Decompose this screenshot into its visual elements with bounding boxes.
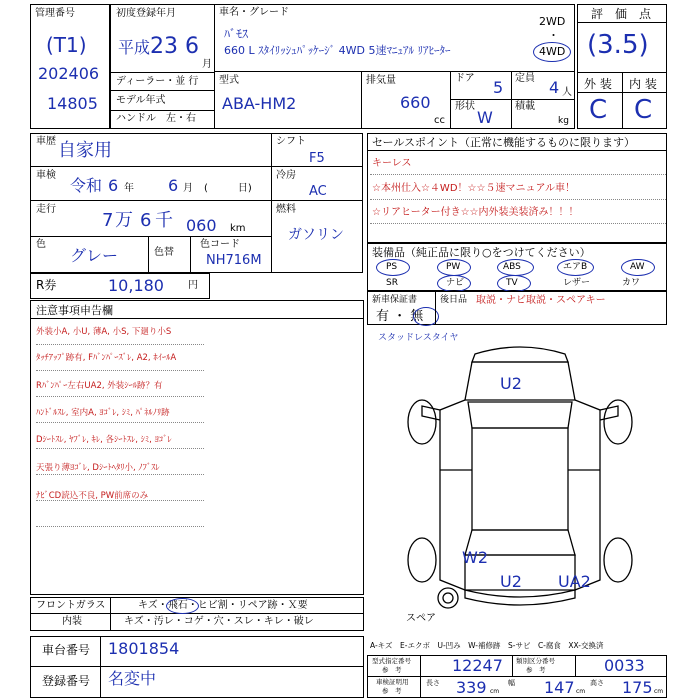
car-name: ﾊﾞﾓｽ (224, 27, 249, 41)
ext-label: 外 装 (584, 77, 612, 91)
note-line-2: ﾀｯﾁｱｯﾌﾟ跡有, Fﾊﾞﾝﾊﾟｰｽﾞﾚ, A2, ﾎｲｰﾙA (36, 353, 177, 363)
class-num-value: 0033 (604, 656, 645, 675)
mileage-label: 走行 (36, 204, 56, 215)
wid-unit: cm (576, 688, 586, 695)
type-num-label: 型式指定番号 (372, 657, 411, 665)
load-label: 積載 (515, 101, 535, 112)
type-label: 型式 (219, 75, 239, 86)
mark-left-rear: W2 (462, 548, 488, 567)
insp-year: 6 (108, 176, 119, 195)
equip-airb-circle (557, 259, 594, 276)
reg-value: 名変中 (108, 669, 157, 688)
equip-ps-circle (376, 259, 410, 276)
wid-value: 147 (544, 678, 575, 697)
sales-item-1: キーレス (372, 158, 412, 169)
disp-unit: cc (434, 115, 445, 126)
front-bumper (472, 347, 568, 362)
interior-value: キズ・汚レ・コゲ・穴・スレ・キレ・破レ (124, 616, 314, 627)
note-line-7: ﾅﾋﾞCD読込不良, PW前席のみ (36, 491, 149, 501)
equip-tv: TV (506, 278, 518, 288)
equip-navi: ナビ (446, 278, 465, 288)
ac-label: 冷房 (276, 170, 296, 181)
history-value: 自家用 (58, 140, 112, 161)
handle-label: ハンドル 左・右 (116, 113, 196, 124)
note-line-6: 天張り薄ﾖｺﾞﾚ, Dｼｰﾄﾍﾀﾘ小, ﾉﾌﾞｽﾚ (36, 463, 160, 473)
first-reg-label: 初度登録年月 (116, 8, 176, 19)
drive-4wd: 4WD (539, 45, 566, 58)
right-side (575, 400, 600, 590)
model-name-label: 車名・グレード (219, 7, 289, 18)
cert-sub: 参 考 (382, 687, 402, 695)
equip-abs: ABS (503, 262, 521, 272)
shift-label: シフト (276, 136, 306, 147)
equip-pw: PW (446, 262, 461, 272)
len-label: 長さ (426, 679, 440, 687)
first-reg-year: 23 (150, 34, 178, 59)
equip-sr: SR (386, 278, 398, 288)
history-label: 車歴 (36, 136, 56, 147)
mark-hood: U2 (500, 374, 522, 393)
class-num-label: 類別区分番号 (516, 657, 555, 665)
hei-unit: cm (654, 688, 664, 695)
retrofit-value: 取説・ナビ取説・スペアキー (476, 295, 606, 306)
first-reg-month: 6 (185, 34, 199, 59)
equip-aw: AW (630, 262, 645, 272)
load-unit: kg (558, 116, 569, 126)
shape-label: 形状 (455, 101, 475, 112)
right-mirror (600, 406, 618, 420)
r-unit: 円 (188, 280, 198, 291)
mark-rear-left: U2 (500, 572, 522, 591)
shift-value: F5 (309, 151, 325, 166)
insp-year-unit: 年 (124, 183, 134, 194)
interior-label: 内装 (62, 616, 82, 627)
int-label: 内 装 (629, 77, 657, 91)
sales-label: セールスポイント（正常に機能するものに限ります） (372, 136, 636, 149)
roof (472, 428, 568, 530)
repaint-label: 色替 (154, 247, 174, 258)
equip-navi-circle (437, 275, 471, 292)
inspection-label: 車検 (36, 170, 56, 181)
disp-value: 660 (400, 93, 431, 112)
fuel-label: 燃料 (276, 204, 296, 215)
sales-item-2: ☆本州仕入☆４WD！☆☆５速マニュアル車！ (372, 183, 576, 194)
r-label: R券 (36, 278, 57, 292)
cap-value: 4 (549, 78, 560, 97)
note-line-3: Rﾊﾞﾝﾊﾟｰ左右UA2, 外装ｼｰﾙ跡？有 (36, 381, 163, 391)
equipment-label: 装備品（純正品に限り○をつけてください） (372, 246, 591, 259)
fuel-value: ガソリン (288, 227, 344, 243)
insp-era: 令和 (70, 176, 103, 195)
insp-month-unit: 月 (183, 183, 193, 194)
cap-unit: 人 (562, 87, 572, 98)
model-year-label: モデル年式 (116, 95, 166, 106)
equip-kawa: カワ (622, 278, 641, 288)
ext-value: C (589, 95, 608, 125)
notes-label: 注意事項申告欄 (36, 304, 113, 317)
color-value: グレー (70, 246, 119, 265)
front-glass-circle (166, 598, 199, 614)
spare-tire (438, 588, 458, 608)
color-code: NH716M (206, 253, 262, 268)
mileage-1: 7 (102, 210, 114, 231)
hei-label: 高さ (590, 679, 604, 687)
drive-2wd: 2WD (539, 15, 566, 28)
warranty-value: 有 ・ 無 (376, 309, 424, 324)
note-line-4: ﾊﾝﾄﾞﾙｽﾚ, 室内A, ﾖｺﾞﾚ, ｼﾐ, ﾊﾟﾈﾙﾉﾘ跡 (36, 408, 170, 418)
equip-aw-circle (621, 259, 655, 276)
windshield (468, 402, 572, 428)
type-num-value: 12247 (452, 656, 503, 675)
mileage-2: 6 (140, 210, 152, 231)
first-reg-month-unit: 月 (202, 59, 212, 70)
type-num-sub: 参 考 (382, 666, 402, 674)
cap-label: 定員 (515, 73, 535, 84)
mileage-sen: 千 (155, 210, 173, 231)
equip-abs-circle (497, 259, 534, 276)
retrofit-label: 後日品 (440, 295, 468, 305)
mileage-3: 060 (186, 216, 217, 235)
len-value: 339 (456, 678, 487, 697)
type-value: ABA-HM2 (222, 94, 297, 113)
score-value: (3.5) (587, 30, 649, 60)
color-label: 色 (36, 239, 46, 250)
wid-label: 幅 (508, 679, 515, 687)
len-unit: cm (490, 688, 500, 695)
equip-pw-circle (437, 259, 471, 276)
drive-4wd-circle (533, 42, 571, 62)
mgmt-num1: 202406 (38, 64, 100, 83)
left-mirror (422, 406, 440, 420)
mgmt-num2: 14805 (47, 94, 98, 113)
reg-label: 登録番号 (42, 674, 91, 688)
equip-leather: レザー (563, 278, 591, 288)
warranty-label: 新車保証書 (372, 295, 418, 305)
chassis-label: 車台番号 (42, 643, 91, 657)
note-line-5: Dｼｰﾄｽﾚ, ﾔﾌﾞﾚ, ｷﾚ, 各ｼｰﾄｽﾚ, ｼﾐ, ﾖｺﾞﾚ (36, 435, 172, 445)
note-line-1: 外装小A, 小U, 薄A, 小S, 下廻り小S (36, 327, 172, 337)
mileage-man: 万 (115, 210, 133, 231)
disp-label: 排気量 (366, 75, 396, 86)
equip-ps: PS (386, 262, 398, 272)
mark-rear-right: UA2 (558, 572, 591, 591)
chassis-value: 1801854 (108, 639, 180, 658)
damage-legend: A-キズ E-エクボ U-凹み W-補修跡 S-サビ C-腐食 XX-交換済 (370, 641, 604, 650)
equip-airb: エアB (563, 262, 588, 272)
insp-month: 6 (168, 176, 179, 195)
spare-hub (443, 593, 453, 603)
grade: 660 L ｽﾀｲﾘｯｼｭﾊﾟｯｹｰｼﾞ 4WD 5速ﾏﾆｭｱﾙ ﾘｱﾋｰﾀｰ (224, 44, 451, 57)
sales-item-3: ☆リアヒーター付き☆☆内外装美装済み！！！ (372, 207, 579, 218)
rear-right-wheel (604, 538, 632, 582)
front-glass-label: フロントガラス (36, 600, 106, 611)
dealer-label: ディーラー・並 行 (116, 76, 199, 87)
class-num-sub: 参 考 (526, 666, 546, 674)
door-label: ドア (455, 73, 475, 84)
front-glass-value: キズ・飛石・ヒビ割・リペア跡・Ｘ要 (138, 600, 308, 611)
spare-label: スペア (406, 613, 436, 624)
int-value: C (634, 95, 653, 125)
insp-day-unit: ( 日) (204, 183, 252, 194)
door-value: 5 (493, 78, 504, 97)
first-reg-era: 平成 (118, 38, 151, 57)
shape-value: W (477, 108, 493, 127)
rear-bumper (465, 590, 575, 605)
r-value: 10,180 (108, 276, 164, 295)
mgmt-code: (T1) (46, 33, 87, 57)
mileage-unit: km (230, 223, 246, 234)
equip-tv-circle (497, 275, 531, 292)
score-label: 評 価 点 (591, 7, 652, 21)
ac-value: AC (309, 184, 327, 199)
tire-label: スタッドレスタイヤ (378, 333, 459, 343)
color-code-label: 色コード (200, 239, 240, 250)
mgmt-label: 管理番号 (35, 8, 75, 19)
drive-dot: ・ (548, 29, 559, 42)
cert-label: 車検証明用 (376, 678, 409, 686)
rear-left-wheel (408, 538, 436, 582)
hei-value: 175 (622, 678, 653, 697)
